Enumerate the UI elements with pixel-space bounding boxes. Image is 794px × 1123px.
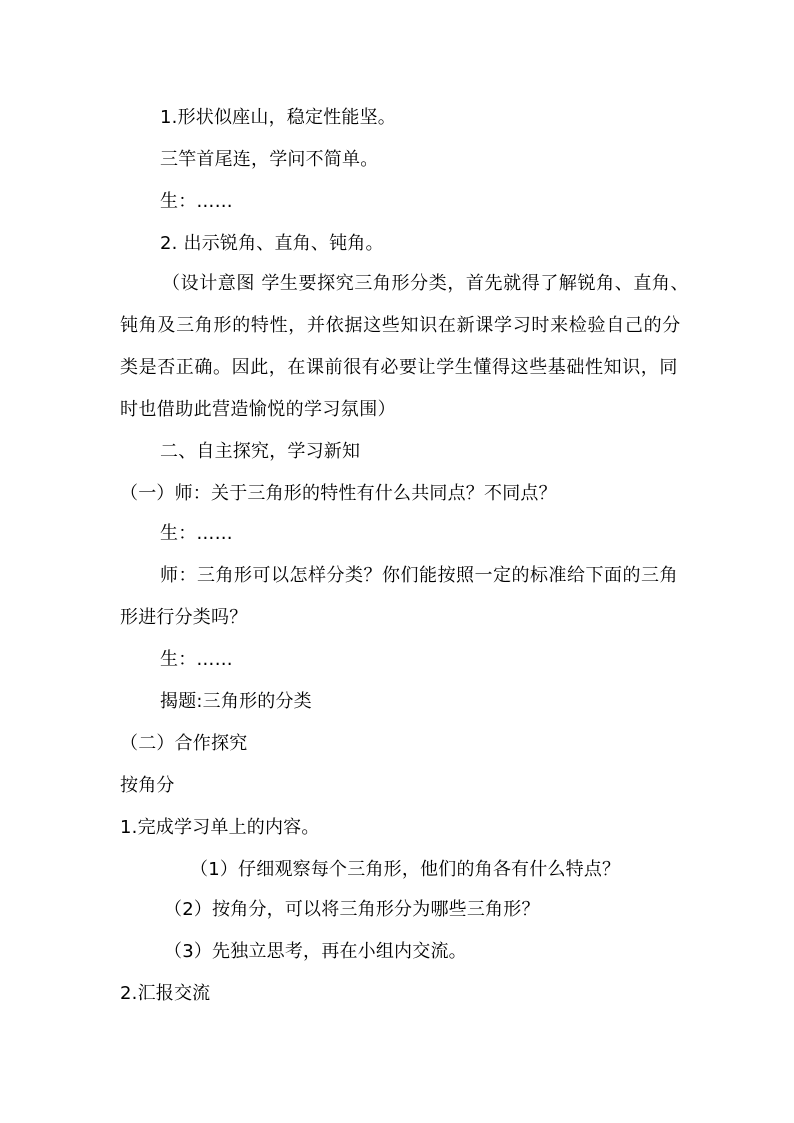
text-line-teacher-prompt-2: 形进行分类吗？ bbox=[120, 607, 248, 628]
text-line-task-1: 1.完成学习单上的内容。 bbox=[120, 817, 320, 838]
text-line-riddle-1: 1.形状似座山，稳定性能坚。 bbox=[160, 107, 396, 128]
text-line-step-3: （3）先独立思考，再在小组内交流。 bbox=[164, 941, 467, 962]
text-line-design-intent-3: 类是否正确。因此，在课前很有必要让学生懂得这些基础性知识，同 bbox=[120, 357, 678, 378]
text-line-step-2: （2）按角分，可以将三角形分为哪些三角形？ bbox=[164, 899, 540, 920]
text-line-teacher-prompt-1: 师：三角形可以怎样分类？你们能按照一定的标准给下面的三角 bbox=[160, 565, 678, 586]
text-line-student-reply: 生：…… bbox=[160, 649, 233, 670]
text-line-topic: 揭题:三角形的分类 bbox=[160, 691, 312, 712]
text-line-show-angles: 2. 出示锐角、直角、钝角。 bbox=[160, 233, 384, 254]
text-line-riddle-2: 三竿首尾连，学问不简单。 bbox=[160, 149, 379, 170]
text-line-design-intent-2: 钝角及三角形的特性，并依据这些知识在新课学习时来检验自己的分 bbox=[120, 315, 681, 336]
section-heading-explore: 二、自主探究，学习新知 bbox=[160, 441, 361, 462]
text-line-student-reply: 生：…… bbox=[160, 523, 233, 544]
subsection-heading-cooperate: （二）合作探究 bbox=[120, 733, 248, 754]
text-line-design-intent-4: 时也借助此营造愉悦的学习氛围） bbox=[120, 399, 396, 420]
text-line-teacher-question: （一）师：关于三角形的特性有什么共同点？不同点？ bbox=[120, 483, 557, 504]
text-line-by-angle: 按角分 bbox=[120, 775, 175, 796]
text-line-step-1: （1）仔细观察每个三角形，他们的角各有什么特点？ bbox=[190, 859, 621, 880]
text-line-design-intent-1: （设计意图 学生要探究三角形分类，首先就得了解锐角、直角、 bbox=[162, 273, 690, 294]
text-line-student-reply: 生：…… bbox=[160, 191, 233, 212]
text-line-task-2: 2.汇报交流 bbox=[120, 983, 211, 1004]
